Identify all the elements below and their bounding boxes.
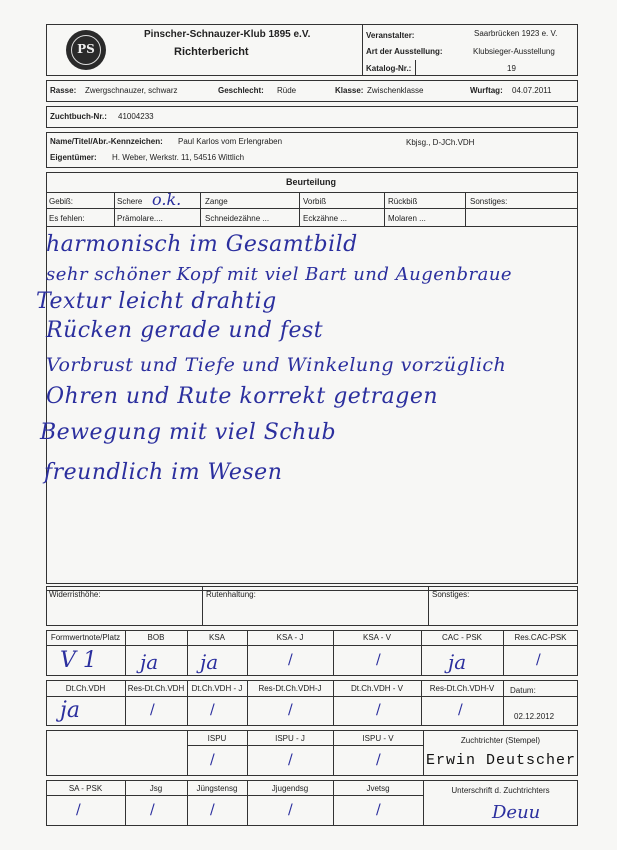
grid1-value: / (536, 652, 541, 668)
grid4-header: Jsg (149, 784, 163, 793)
katalog-label: Katalog-Nr.: (366, 64, 412, 73)
veranstalter-value: Saarbrücken 1923 e. V. (474, 29, 558, 38)
grid1-value: / (376, 652, 381, 668)
grid3-value: / (376, 752, 381, 768)
zange-label: Zange (205, 197, 228, 206)
grid4-value: / (76, 802, 81, 818)
assessment-line: Rücken gerade und fest (46, 318, 324, 343)
art-value: Klubsieger-Ausstellung (473, 47, 555, 56)
grid1-header: KSA (208, 633, 225, 642)
grid1-value: ja (140, 650, 159, 674)
grid1-header: KSA - V (362, 633, 391, 642)
club-logo: PS (66, 30, 106, 70)
grid2-value: / (458, 702, 463, 718)
grid3-value: / (288, 752, 293, 768)
dog-name: Paul Karlos vom Erlengraben (178, 137, 283, 146)
grid4-value: / (376, 802, 381, 818)
grid1-header: KSA - J (276, 633, 304, 642)
widerrist-label: Widerristhöhe: (49, 590, 101, 599)
grid1-header: Res.CAC-PSK (514, 633, 567, 642)
rueckbiss-label: Rückbiß (388, 197, 418, 206)
grid2-value: / (210, 702, 215, 718)
grid2-value: / (376, 702, 381, 718)
grid2-header: Res-Dt.Ch.VDH-J (258, 684, 322, 693)
eckzaehne-label: Eckzähne ... (303, 214, 348, 223)
zuchtbuch-label: Zuchtbuch-Nr.: (50, 112, 107, 121)
grid2-value: ja (60, 698, 80, 723)
grid4-value: / (288, 802, 293, 818)
schere-label: Schere (117, 197, 143, 206)
grid4-header: SA - PSK (68, 784, 103, 793)
assessment-line: Vorbrust und Tiefe und Winkelung vorzüglich (46, 354, 507, 376)
grid2-header: Dt.Ch.VDH - V (350, 684, 403, 693)
grid2-header: Dt.Ch.VDH - J (191, 684, 243, 693)
grid2-value: / (288, 702, 293, 718)
art-label: Art der Ausstellung: (366, 47, 443, 56)
grid1-header: BOB (147, 633, 165, 642)
praemolare-label: Prämolare.... (117, 214, 163, 223)
judge-signature: Deuu (492, 802, 541, 823)
assessment-line: sehr schöner Kopf mit viel Bart und Augenbraue (46, 264, 513, 285)
grid4-header: Jvetsg (366, 784, 390, 793)
owner-label: Eigentümer: (50, 153, 97, 162)
bottom-sonstiges-label: Sonstiges: (432, 590, 470, 599)
veranstalter-label: Veranstalter: (366, 31, 415, 40)
grid2-header: Res-Dt.Ch.VDH (127, 684, 185, 693)
schneidezaehne-label: Schneidezähne ... (205, 214, 270, 223)
page-title: Richterbericht (174, 46, 249, 58)
grid1-value: ja (448, 650, 467, 674)
grid2-header: Datum: (510, 686, 536, 695)
katalog-value: 19 (507, 64, 516, 73)
grid4-header: Jüngstensg (196, 784, 238, 793)
judge-stamp: Erwin Deutscher (426, 752, 577, 769)
grid2-header: Dt.Ch.VDH (65, 684, 106, 693)
rasse-label: Rasse: (50, 86, 77, 95)
rute-label: Rutenhaltung: (206, 590, 256, 599)
name-label: Name/Titel/Abr.-Kennzeichen: (50, 137, 163, 146)
grid4-header: Unterschrift d. Zuchtrichters (451, 786, 550, 795)
grid4-header: Jjugendsg (271, 784, 309, 793)
dog-titles: Kbjsg., D-JCh.VDH (406, 138, 475, 147)
geschlecht-value: Rüde (277, 86, 297, 95)
assessment-line: Bewegung mit viel Schub (40, 420, 337, 445)
wurftag-value: 04.07.2011 (512, 86, 552, 95)
grid4-value: / (150, 802, 155, 818)
grid1-value: V 1 (60, 648, 97, 673)
grid1-value: / (288, 652, 293, 668)
klasse-label: Klasse: (335, 86, 364, 95)
gebiss-label: Gebiß: (49, 197, 74, 206)
measurement-row (46, 586, 578, 626)
grid2-value: / (150, 702, 155, 718)
grid2-date: 02.12.2012 (514, 712, 555, 721)
grid3-header: ISPU (207, 734, 227, 743)
molaren-label: Molaren ... (388, 214, 426, 223)
grid4-value: / (210, 802, 215, 818)
grid1-header: CAC - PSK (441, 633, 482, 642)
assessment-line: Textur leicht drahtig (36, 289, 277, 314)
zuchtbuch-value: 41004233 (118, 112, 154, 121)
grid3-value: / (210, 752, 215, 768)
geschlecht-label: Geschlecht: (218, 86, 264, 95)
grid1-value: ja (200, 650, 219, 674)
fehlen-label: Es fehlen: (49, 214, 85, 223)
wurftag-label: Wurftag: (470, 86, 503, 95)
klasse-value: Zwischenklasse (367, 86, 424, 95)
assessment-line: freundlich im Wesen (44, 460, 283, 485)
assessment-line: harmonisch im Gesamtbild (46, 232, 358, 257)
rasse-value: Zwergschnauzer, schwarz (85, 86, 178, 95)
grid1-header: Formwertnote/Platz (50, 633, 121, 642)
grid2-header: Res-Dt.Ch.VDH-V (429, 684, 495, 693)
owner-value: H. Weber, Werkstr. 11, 54516 Wittlich (112, 153, 245, 162)
grid3-header: ISPU - V (362, 734, 394, 743)
assessment-heading: Beurteilung (286, 177, 337, 187)
vorbiss-label: Vorbiß (303, 197, 327, 206)
club-name: Pinscher-Schnauzer-Klub 1895 e.V. (144, 29, 311, 40)
schere-mark: o.k. (152, 190, 182, 209)
grid3-header: ISPU - J (275, 734, 305, 743)
grid3-header: Zuchtrichter (Stempel) (460, 736, 541, 745)
gebiss-sonstiges-label: Sonstiges: (470, 197, 508, 206)
assessment-line: Ohren und Rute korrekt getragen (46, 384, 439, 409)
